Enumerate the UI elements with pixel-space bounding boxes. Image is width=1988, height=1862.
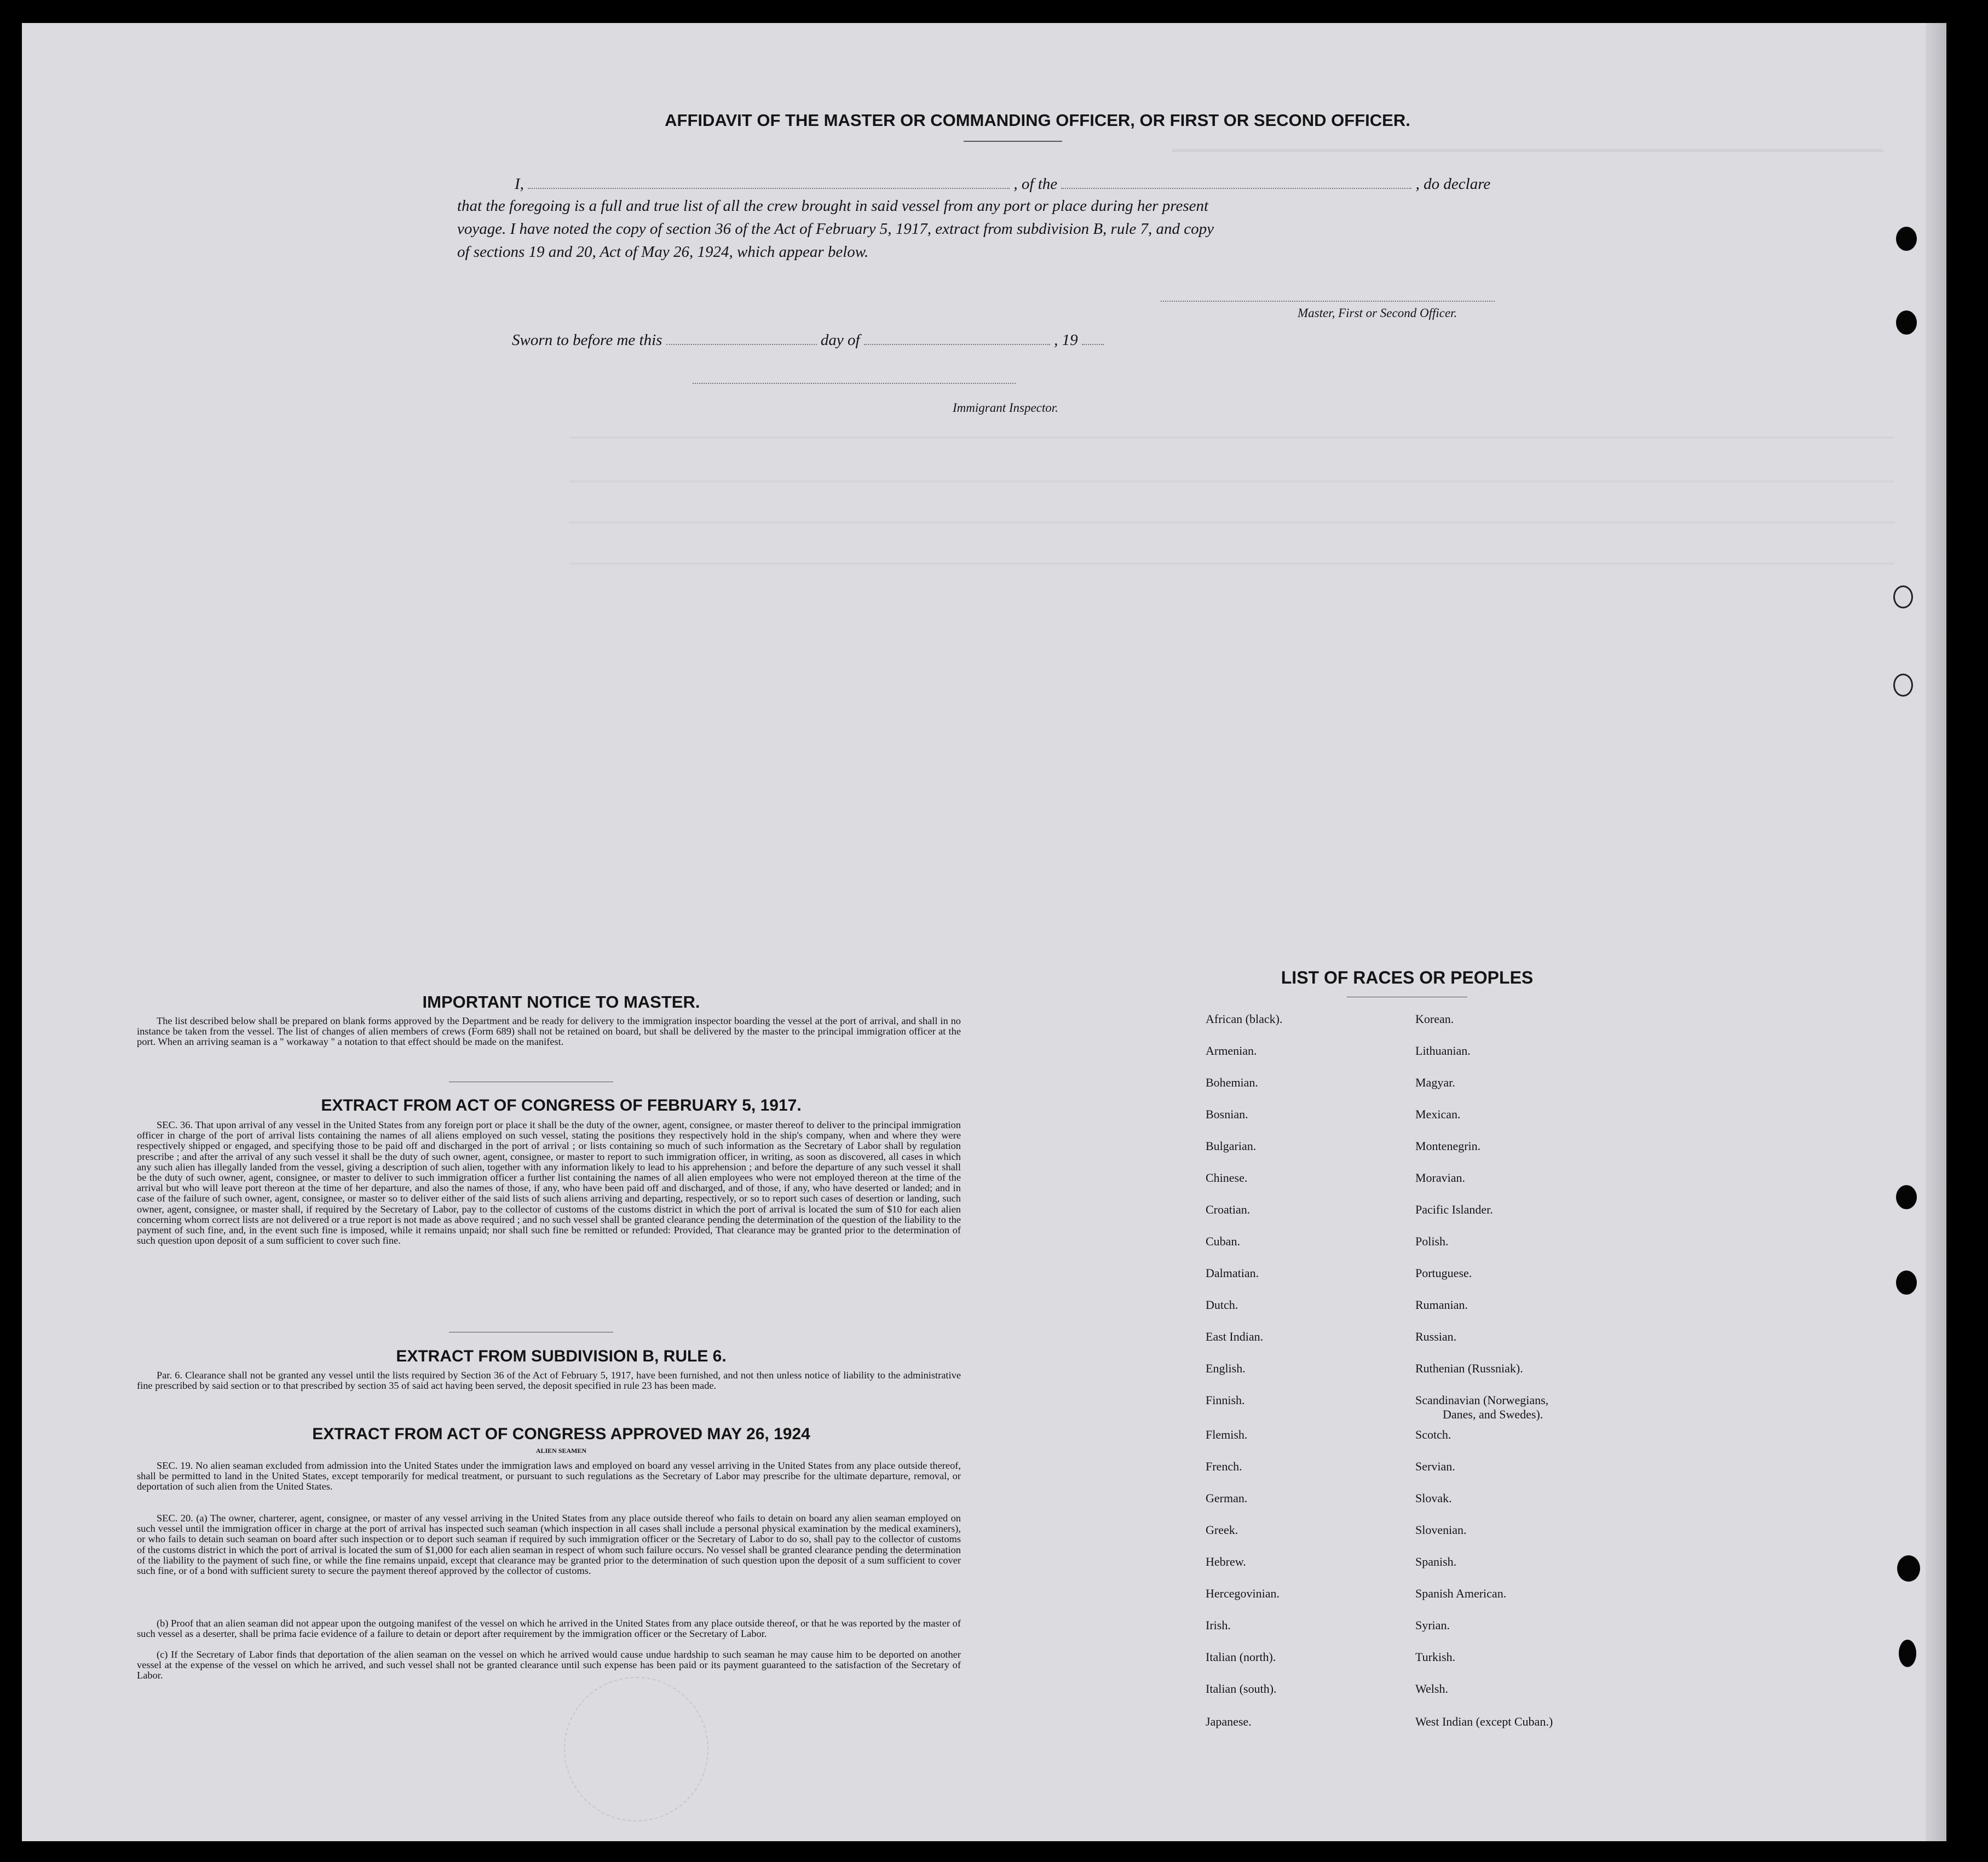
race-item: German. [1206,1491,1248,1505]
punch-hole [1896,1185,1917,1209]
race-item: Slovenian. [1415,1523,1467,1537]
document-page [22,23,1946,1841]
race-item: Bulgarian. [1206,1139,1257,1153]
sec-20b-text: (b) Proof that an alien seaman did not appear upon the outgoing manifest of the vessel on which he arrived in the United States from any place outside thereof, or that he was reported by the master of such vessel as a deserter, shall be prima facie evidence of a failure to detain or deport after requirement by the immigration officer or the Secretary of Labor. [137,1618,961,1640]
affidavit-title: AFFIDAVIT OF THE MASTER OR COMMANDING OFFICER, OR FIRST OR SECOND OFFICER. [665,111,1410,130]
extract-1917-body: SEC. 36. That upon arrival of any vessel in the United States from any foreign port or place it shall be the duty of the owner, agent, consignee, or master thereof to deliver to the principal immigration officer in charge of the port of arrival lists containing the names of all aliens employed on such vessel, stating the positions they respectively hold in the ship's company, when and where they were respectively shipped or engaged, and specifying those to be paid off and discharged in the port of arrival ; or lists containing so much of such information as the Secretary of Labor shall by regulation prescribe ; and after the arrival of any such vessel it shall be the duty of such owner, agent, consignee, or master to report to such immigration officer, in writing, as soon as discovered, all cases in which any such alien has illegally landed from the vessel, giving a description of such alien, together with any information likely to lead to his apprehension ; and before the departure of any such vessel it shall be the duty of such owner, agent, consignee, or master to deliver to such immigration officer a further list containing the names of all alien employees who were not employed thereon at the time of the arrival but who will leave port thereon at the time of her departure, and also the names of those, if any, who have been paid off and discharged, and of those, if any, who have deserted or landed; and in case of the failure of such owner, agent, consignee, or master so to deliver either of the said lists of such aliens arriving and departing, respectively, or so to report such cases of desertion or landing, such owner, agent, consignee, or master shall, if required by the Secretary of Labor, pay to the collector of customs of the customs district in which the port of arrival is located the sum of $10 for each alien concerning whom correct lists are not delivered or a true report is not made as above required ; and no such vessel shall be granted clearance pending the determination of the question of the liability to the payment of such fine, and, in the event such fine is imposed, while it remains unpaid; nor shall such fine be remitted or refunded: Provided, That clearance may be granted prior to the determination of such question upon deposit of a sum sufficient to cover such fine. [137,1119,961,1246]
punch-hole [1896,227,1917,251]
sworn-prefix: Sworn to before me this [512,331,662,349]
race-item: Chinese. [1206,1171,1248,1185]
affidavit-title-rule [964,141,1062,142]
races-title: LIST OF RACES OR PEOPLES [1281,968,1534,987]
race-item: Montenegrin. [1415,1139,1481,1153]
race-item: Mexican. [1415,1107,1461,1121]
race-item: Flemish. [1206,1428,1248,1441]
master-signature-line[interactable] [1161,300,1495,302]
race-item: Dalmatian. [1206,1266,1259,1280]
punch-hole [1896,1271,1917,1295]
sworn-year-blank[interactable] [1082,330,1104,345]
race-item: Portuguese. [1415,1266,1472,1280]
race-item: Italian (north). [1206,1650,1276,1664]
race-item: Magyar. [1415,1076,1455,1089]
page-edge-shadow [1926,23,1946,1841]
sec-20a-text: SEC. 20. (a) The owner, charterer, agent, consignee, or master of any vessel arriving in the United States from any place outside thereof who fails to detain on board any alien seaman employed on such vessel until the immigration officer in charge at the port of arrival has inspected such seaman (which inspection in all cases shall include a personal physical examination by the medical examiners), or who fails to detain such seaman on board after such inspection or to deport such seaman if required by such immigration officer or the Secretary of Labor to do so, shall pay to the collector of customs of the customs district in which the port of arrival is located the sum of $1,000 for each alien seaman in respect of whom such failure occurs. No vessel shall be granted clearance pending the determination of the liability to the payment of such fine, or while the fine remains unpaid, except that clearance may be granted prior to the determination of such question upon the deposit of a sum sufficient to cover such fine, or of a bond with sufficient surety to secure the payment thereof approved by the collector of customs. [137,1513,961,1577]
race-item-continuation: Danes, and Swedes). [1443,1407,1543,1421]
race-item: Spanish. [1415,1555,1457,1568]
punch-hole [1896,311,1917,335]
race-item: Korean. [1415,1012,1454,1026]
sec-20c-text: (c) If the Secretary of Labor finds that deportation of the alien seaman on the vessel on which he arrived would cause undue hardship to such seaman he may cause him to be deported on another vessel at the expense of the vessel on which he arrived, and such vessel shall not be granted clearance until such expense has been paid or its payment guaranteed to the satisfaction of the Secretary of Labor. [137,1649,961,1681]
affidavit-line-4: of sections 19 and 20, Act of May 26, 1924, which appear below. [457,243,869,261]
affidavit-i-label: I, [515,175,524,193]
sec-19-text: SEC. 19. No alien seaman excluded from admission into the United States under the immigration laws and employed on board any vessel arriving in the United States from any place outside thereof, shall be permitted to land in the United States, except temporarily for medical treatment, or pursuant to such regulations as the Secretary of Labor may prescribe for the ultimate departure, removal, or deportation of such alien from the United States. [137,1460,961,1492]
extract-1924-title: EXTRACT FROM ACT OF CONGRESS APPROVED MAY 26, 1924 [312,1425,810,1443]
affidavit-line-3: voyage. I have noted the copy of section 36 of the Act of February 5, 1917, extract from subdivision B, rule 7, and copy [457,220,1214,238]
race-item: Welsh. [1415,1682,1448,1696]
race-item: Bohemian. [1206,1076,1258,1089]
race-item: Italian (south). [1206,1682,1277,1696]
punch-hole [1899,1640,1916,1667]
race-item: Lithuanian. [1415,1044,1471,1058]
race-item: Slovak. [1415,1491,1452,1505]
race-item: Moravian. [1415,1171,1466,1185]
declarant-name-blank[interactable] [528,174,1010,189]
race-item: Japanese. [1206,1715,1252,1728]
race-item: Russian. [1415,1330,1457,1343]
race-item: Bosnian. [1206,1107,1248,1121]
race-item: West Indian (except Cuban.) [1415,1715,1553,1728]
race-item: Syrian. [1415,1618,1450,1632]
rule6-title: EXTRACT FROM SUBDIVISION B, RULE 6. [396,1347,727,1365]
race-item: Hebrew. [1206,1555,1246,1568]
punch-hole [1893,674,1913,697]
race-item: Ruthenian (Russniak). [1415,1361,1523,1375]
race-item: Scandinavian (Norwegians, [1415,1393,1549,1407]
embossed-seal-mark [564,1677,708,1821]
race-item: Spanish American. [1415,1587,1507,1600]
punch-hole [1897,1555,1920,1582]
race-item: African (black). [1206,1012,1283,1026]
vessel-name-blank[interactable] [1061,174,1411,189]
notice-body: The list described below shall be prepared on blank forms approved by the Department and be ready for delivery to the immigration inspector boarding the vessel at the port of arrival, and shall in no instance be taken from the vessel. The list of changes of alien members of crews (Form 689) shall not be retained on board, but shall be delivered by the master to the principal immigration officer at the port. When an arriving seaman is a " workaway " a notation to that effect should be made on the manifest. [137,1015,961,1048]
master-signature-caption: Master, First or Second Officer. [1298,306,1457,320]
sworn-day-blank[interactable] [666,330,817,345]
race-item: Croatian. [1206,1203,1251,1216]
race-item: Rumanian. [1415,1298,1468,1312]
inspector-signature-line[interactable] [693,382,1016,384]
race-item: Dutch. [1206,1298,1238,1312]
race-item: Pacific Islander. [1415,1203,1493,1216]
race-item: Polish. [1415,1234,1449,1248]
race-item: Scotch. [1415,1428,1451,1441]
affidavit-line-1 [515,174,1560,193]
sworn-month-blank[interactable] [864,330,1050,345]
rule6-body: Par. 6. Clearance shall not be granted any vessel until the lists required by Section 36 of the Act of February 5, 1917, have been furnished, and not then unless notice of liability to the administrative fine prescribed by said section or to that prescribed by section 35 of said act having been served, the deposit specified in rule 23 has been made. [137,1370,961,1392]
punch-hole [1893,585,1913,608]
inspector-signature-caption: Immigrant Inspector. [953,401,1058,415]
race-item: Turkish. [1415,1650,1456,1664]
extract-1924-subtitle: ALIEN SEAMEN [535,1447,587,1455]
affidavit-of-the-label: , of the [1013,175,1058,193]
race-item: Hercegovinian. [1206,1587,1280,1600]
sworn-day-of: day of [820,331,860,349]
sworn-year: , 19 [1054,331,1078,349]
race-item: Servian. [1415,1459,1455,1473]
notice-title: IMPORTANT NOTICE TO MASTER. [422,992,700,1012]
race-item: English. [1206,1361,1246,1375]
sworn-line [512,330,1104,349]
race-item: Cuban. [1206,1234,1240,1248]
affidavit-line-2: that the foregoing is a full and true list of all the crew brought in said vessel from any port or place during her present [457,197,1209,215]
extract-1917-title: EXTRACT FROM ACT OF CONGRESS OF FEBRUARY 5, 1917. [321,1096,802,1114]
race-item: Greek. [1206,1523,1238,1537]
race-item: French. [1206,1459,1242,1473]
race-item: East Indian. [1206,1330,1264,1343]
affidavit-declare-label: , do declare [1415,175,1491,193]
race-item: Irish. [1206,1618,1231,1632]
race-item: Finnish. [1206,1393,1245,1407]
race-item: Armenian. [1206,1044,1257,1058]
